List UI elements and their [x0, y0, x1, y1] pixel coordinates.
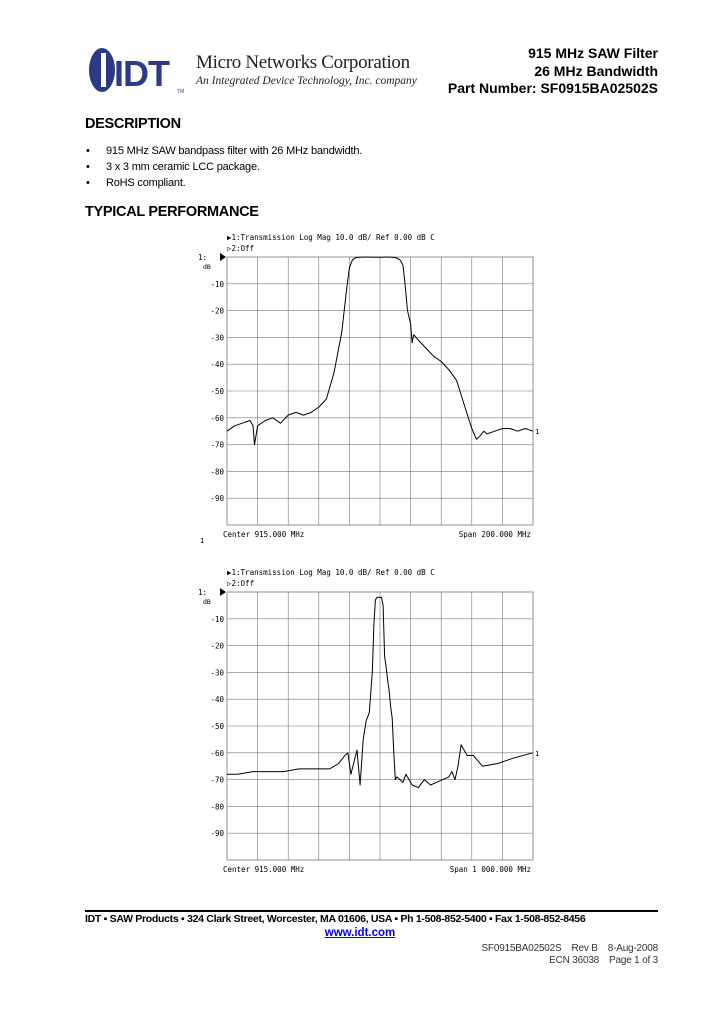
logo-text: IDT: [114, 53, 169, 94]
list-item: • 915 MHz SAW bandpass filter with 26 MHz bandwidth.: [85, 143, 362, 159]
company-name: Micro Networks Corporation: [196, 52, 410, 73]
y-tick-label: -60: [210, 748, 224, 758]
unit-label: dB: [203, 263, 211, 271]
doc-revision: Rev B: [571, 943, 598, 954]
y-tick-label: -70: [210, 440, 224, 450]
list-item: • RoHS compliant.: [85, 175, 362, 191]
product-title: [448, 45, 658, 98]
trace-2-header: ▷2:Off: [227, 244, 255, 253]
center-frequency-label: Center 915.000 MHz: [223, 865, 305, 874]
span-label: Span 200.000 MHz: [458, 530, 531, 539]
ref-label: 1:: [198, 588, 208, 597]
y-tick-label: -80: [210, 467, 224, 477]
trace-2-header: ▷2:Off: [227, 579, 255, 588]
company-subtitle: An Integrated Device Technology, Inc. company: [196, 75, 417, 87]
trace-end-marker: 1: [535, 749, 540, 758]
y-tick-label: -20: [210, 641, 224, 651]
part-number: Part Number: SF0915BA02502S: [447, 80, 658, 96]
plot-narrow-span: [196, 225, 546, 545]
footer-contact: IDT ▪ SAW Products ▪ 324 Clark Street, Worcester, MA 01606, USA ▪ Ph 1-508-852-5400 ▪ Fax 1-508-852-8456: [85, 913, 586, 925]
plot-wide-span: [196, 560, 546, 880]
ref-label: 1:: [198, 253, 208, 262]
y-tick-label: -70: [210, 775, 224, 785]
footer-divider: [85, 910, 658, 912]
trace-end-marker: 1: [535, 428, 540, 437]
doc-number: SF0915BA02502S: [481, 943, 562, 954]
y-tick-label: -40: [210, 695, 224, 705]
description-heading: DESCRIPTION: [85, 116, 181, 132]
trace-1-header: ▶1:Transmission Log Mag 10.0 dB/ Ref 0.00 dB C: [227, 568, 435, 577]
logo-trademark: TM: [177, 89, 185, 95]
y-tick-label: -80: [210, 802, 224, 812]
doc-date: 8-Aug-2008: [607, 943, 658, 954]
center-frequency-label: Center 915.000 MHz: [223, 530, 305, 539]
span-label: Span 1 000.000 MHz: [449, 865, 531, 874]
y-tick-label: -10: [210, 614, 224, 624]
y-tick-label: -50: [210, 722, 224, 731]
y-tick-label: -50: [210, 387, 224, 396]
list-item: • 3 x 3 mm ceramic LCC package.: [85, 159, 362, 175]
unit-label: dB: [203, 598, 211, 606]
performance-heading: TYPICAL PERFORMANCE: [85, 204, 259, 220]
y-tick-label: -90: [210, 829, 224, 839]
y-tick-label: -60: [210, 413, 224, 423]
y-tick-label: -30: [210, 333, 224, 343]
y-tick-label: -10: [210, 279, 224, 289]
idt-logo: [86, 44, 188, 96]
title-line-1: 915 MHz SAW Filter: [528, 45, 658, 61]
document-info: [471, 943, 658, 967]
description-list: [85, 143, 362, 191]
trace-1-header: ▶1:Transmission Log Mag 10.0 dB/ Ref 0.00 dB C: [227, 233, 435, 242]
y-tick-label: -40: [210, 360, 224, 370]
side-mark: 1: [200, 537, 205, 545]
doc-page: Page 1 of 3: [609, 955, 658, 966]
title-line-2: 26 MHz Bandwidth: [534, 62, 658, 79]
website-link[interactable]: www.idt.com: [324, 927, 396, 939]
y-tick-label: -90: [210, 494, 224, 504]
reference-marker: [220, 588, 226, 596]
company-block: [196, 53, 417, 88]
doc-ecn: ECN 36038: [549, 955, 600, 966]
y-tick-label: -20: [210, 306, 224, 316]
y-tick-label: -30: [210, 668, 224, 678]
reference-marker: [220, 253, 226, 261]
